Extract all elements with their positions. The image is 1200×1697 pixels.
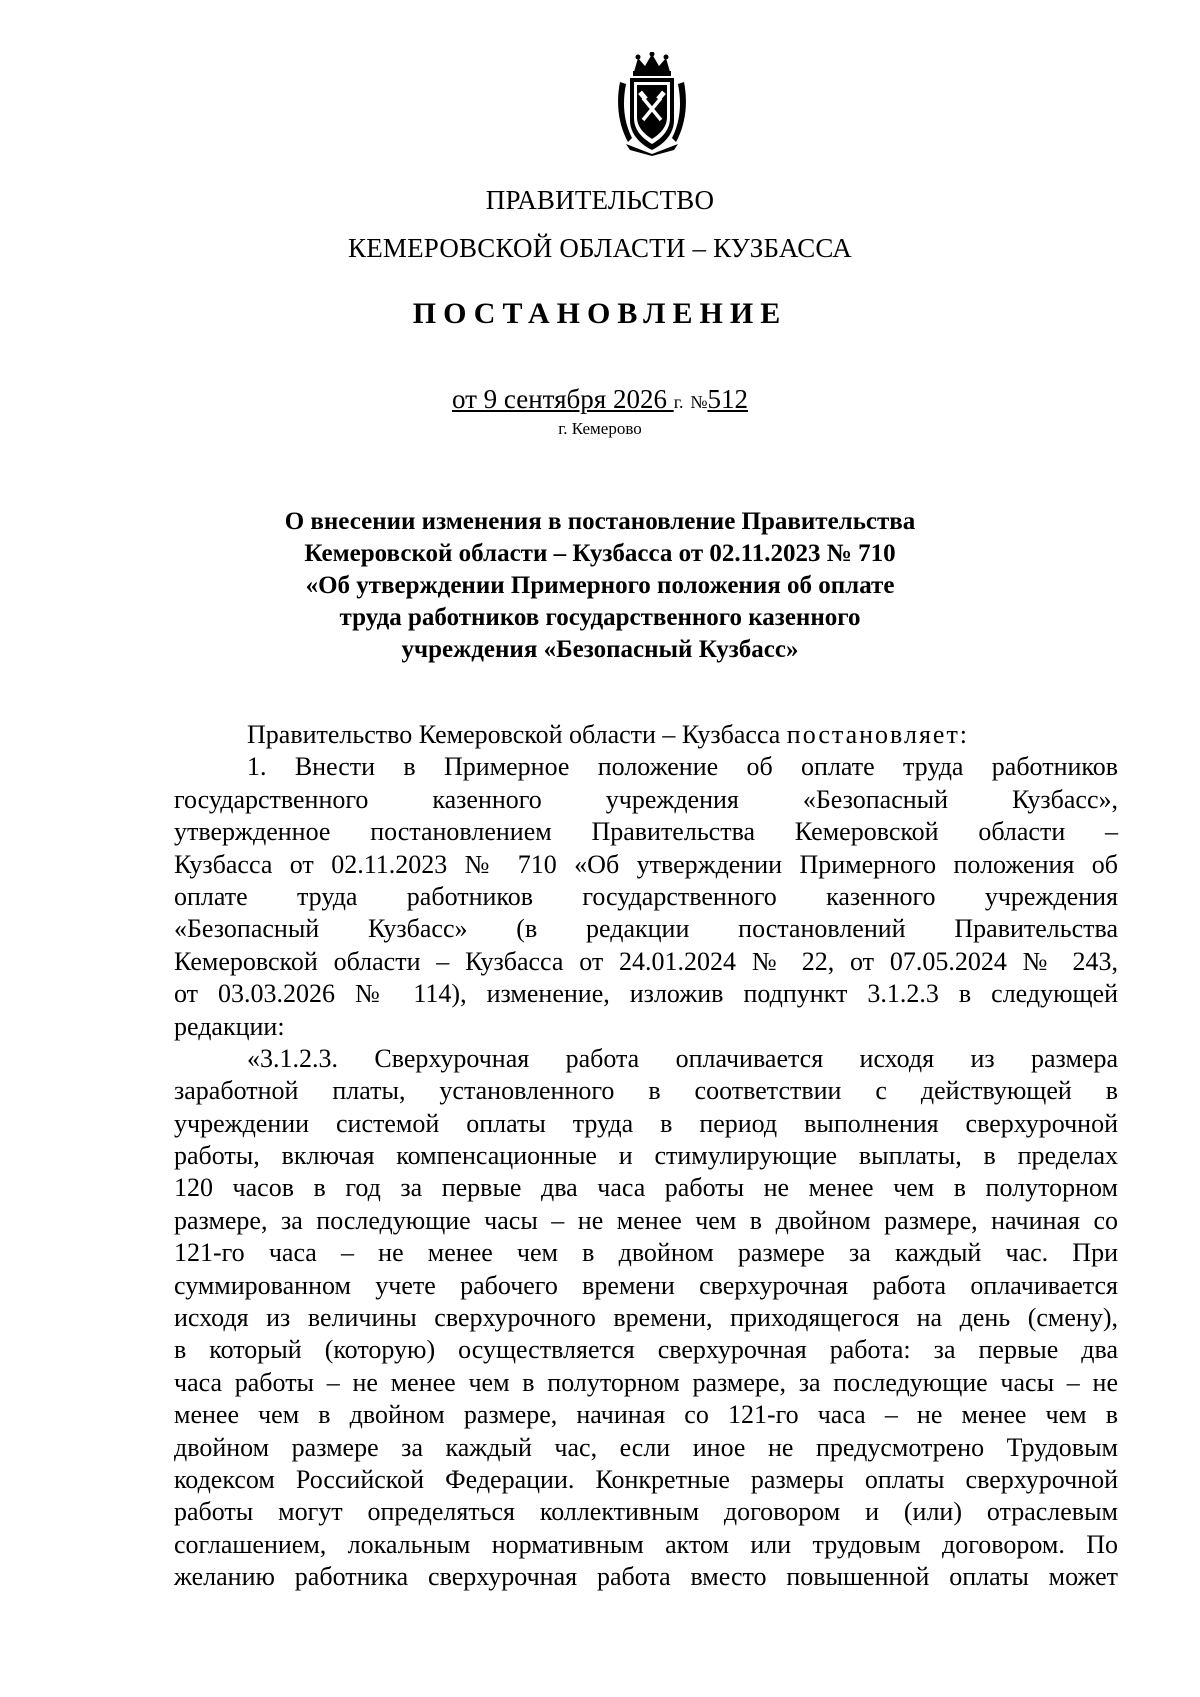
body-line: от 03.03.2026 № 114), изменение, изложив подпункт 3.1.2.3 в следующей (174, 979, 1118, 1009)
document-type: ПОСТАНОВЛЕНИЕ (412, 297, 788, 330)
document-date: от 9 сентября 2026 (451, 384, 667, 414)
document-date-line (0, 384, 1200, 415)
body-line: соглашением, локальным нормативным актом или трудовым договором. По (174, 1529, 1118, 1559)
title-line: Кемеровской области – Кузбасса от 02.11.2023 № 710 (304, 540, 896, 567)
body-line: работы могут определяться коллективным договором и (или) отраслевым (174, 1497, 1118, 1527)
organization-name: ПРАВИТЕЛЬСТВО (485, 185, 715, 215)
body-line: работы, включая компенсационные и стимулирующие выплаты, в пределах (174, 1141, 1118, 1171)
document-city: г. Кемерово (558, 419, 642, 438)
document-body (174, 719, 1118, 1594)
body-line: государственного казенного учреждения «Безопасный Кузбасс», (174, 784, 1118, 814)
body-line: 120 часов в год за первые два часа работы не менее чем в полуторном (174, 1173, 1118, 1203)
body-line: оплате труда работников государственного казенного учреждения (174, 881, 1118, 911)
body-line: двойном размере за каждый час, если иное не предусмотрено Трудовым (174, 1432, 1118, 1462)
body-line: суммированном учете рабочего времени сверхурочная работа оплачивается (174, 1270, 1118, 1300)
intro-text: Правительство Кемеровской области – Кузбасса (247, 720, 787, 749)
body-line: Кемеровской области – Кузбасса от 24.01.2024 № 22, от 07.05.2024 № 243, (174, 946, 1118, 976)
body-line: размере, за последующие часы – не менее чем в двойном размере, начиная со (174, 1205, 1118, 1235)
intro-line (174, 719, 1118, 751)
title-line: О внесении изменения в постановление Правительства (284, 508, 916, 535)
title-line: «Об утверждении Примерного положения об оплате (305, 572, 895, 599)
body-line: 1. Внести в Примерное положение об оплате труда работников (247, 752, 1118, 782)
number-sign: № (690, 392, 708, 412)
body-line: часа работы – не менее чем в полуторном размере, за последующие часы – не (174, 1367, 1118, 1397)
body-line: заработной платы, установленного в соответствии с действующей в (174, 1076, 1118, 1106)
organization-region: КЕМЕРОВСКОЙ ОБЛАСТИ – КУЗБАССА (348, 233, 852, 263)
coat-of-arms-icon (612, 52, 692, 156)
year-suffix: г. (673, 392, 684, 412)
intro-emphasis: постановляет: (786, 720, 970, 749)
body-line: 121-го часа – не менее чем в двойном размере за каждый час. При (174, 1238, 1118, 1268)
body-line: менее чем в двойном размере, начиная со 121-го часа – не менее чем в (174, 1400, 1118, 1430)
body-line: редакции: (174, 1011, 285, 1041)
body-line: желанию работника сверхурочная работа вместо повышенной оплаты может (174, 1562, 1118, 1592)
body-line: утвержденное постановлением Правительства Кемеровской области – (174, 817, 1118, 847)
body-line: Кузбасса от 02.11.2023 № 710 «Об утверждении Примерного положения об (174, 849, 1118, 879)
body-line: «3.1.2.3. Сверхурочная работа оплачивается исходя из размера (247, 1043, 1118, 1073)
body-line: в который (которую) осуществляется сверхурочная работа: за первые два (174, 1335, 1118, 1365)
document-number: 512 (707, 384, 748, 414)
body-line: «Безопасный Кузбасс» (в редакции постановлений Правительства (174, 914, 1118, 944)
body-line: учреждении системой оплаты труда в период выполнения сверхурочной (174, 1108, 1118, 1138)
title-line: труда работников государственного казенного (339, 604, 861, 631)
body-line: исходя из величины сверхурочного времени, приходящегося на день (смену), (174, 1303, 1118, 1333)
document-title (0, 506, 1200, 666)
body-line: кодексом Российской Федерации. Конкретные размеры оплаты сверхурочной (174, 1464, 1118, 1494)
title-line: учреждения «Безопасный Кузбасс» (401, 636, 799, 663)
